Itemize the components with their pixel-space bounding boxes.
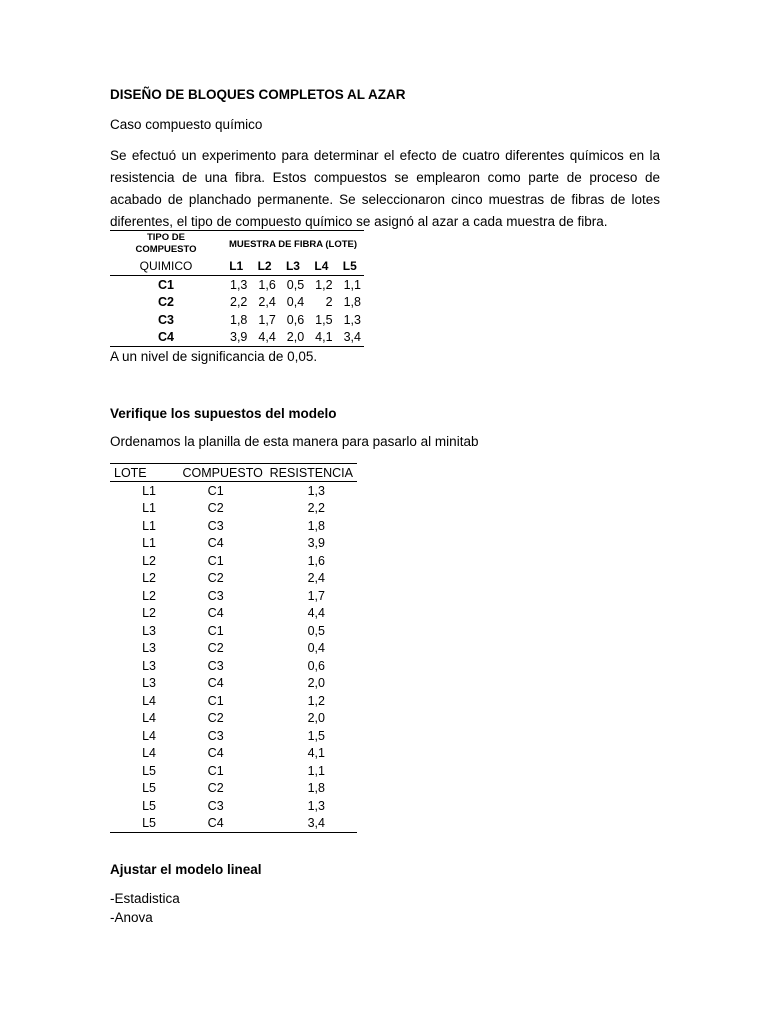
step-estadistica: -Estadistica	[110, 891, 180, 906]
table-cell: 1,8	[230, 312, 248, 327]
table-cell: C3	[207, 658, 224, 673]
table-row	[110, 535, 357, 553]
table-cell: 1,3	[343, 312, 361, 327]
table-row	[110, 675, 357, 693]
table-cell: 2,0	[307, 676, 325, 691]
table-row	[110, 500, 357, 518]
table-cell: 1,3	[307, 483, 325, 498]
table-cell: 1,5	[315, 312, 333, 327]
table-cell: 2,4	[307, 571, 325, 586]
table-cell: 1,3	[307, 798, 325, 813]
table-cell: L2	[142, 553, 156, 568]
table1-body	[110, 276, 364, 347]
table-cell: 3,4	[265, 815, 357, 833]
table-row	[110, 780, 357, 798]
col-resistencia: RESISTENCIA	[265, 464, 357, 482]
table-row	[110, 329, 364, 347]
table-cell: L5	[110, 815, 158, 833]
table-cell: C4	[207, 746, 224, 761]
table-cell: C3	[207, 588, 224, 603]
table-cell: L3	[142, 676, 156, 691]
table-cell: L5	[142, 781, 156, 796]
table-cell: L2	[142, 606, 156, 621]
table-row	[110, 727, 357, 745]
table-cell: L1	[142, 518, 156, 533]
table-cell: L2	[142, 571, 156, 586]
table-cell: 1,1	[307, 763, 325, 778]
table-cell: 4,1	[307, 746, 325, 761]
table-row	[110, 605, 357, 623]
table-cell: 2,2	[230, 295, 248, 310]
table-cell: C1	[207, 763, 224, 778]
table-cell: 2,0	[307, 711, 325, 726]
table-cell: C2	[207, 641, 224, 656]
table-row	[110, 482, 357, 500]
table-cell: L2	[142, 588, 156, 603]
table-cell: 1,8	[343, 295, 361, 310]
compound-by-lot-table	[110, 230, 364, 347]
problem-paragraph: Se efectuó un experimento para determinar el efecto de cuatro diferentes químicos en la resistencia de una fibra. Estos compuestos se emplearon como parte de proceso de acabado de planchado permanente. Se seleccionaron cinco muestras de fibras de lotes diferentes, el tipo de compuesto químico se asignó al azar a cada muestra de fibra.	[110, 148, 660, 229]
table-cell: C4	[207, 676, 224, 691]
col-l2: L2	[250, 257, 278, 276]
table-cell: 2,4	[258, 295, 276, 310]
table-cell: L3	[142, 623, 156, 638]
table-cell: 1,2	[315, 277, 333, 292]
step-anova: -Anova	[110, 910, 153, 925]
row-label: C1	[158, 277, 174, 292]
table-cell: 3,9	[307, 536, 325, 551]
table-cell: L4	[142, 693, 156, 708]
col-compuesto: COMPUESTO	[158, 464, 265, 482]
case-subtitle: Caso compuesto químico	[110, 117, 263, 132]
table-row	[110, 710, 357, 728]
table-cell: L5	[142, 798, 156, 813]
header-line-2: COMPUESTO	[135, 244, 197, 255]
header-line-1: TIPO DE	[146, 232, 185, 243]
verify-heading: Verifique los supuestos del modelo	[110, 406, 337, 421]
table-cell: 1,7	[258, 312, 276, 327]
table-cell: L1	[142, 536, 156, 551]
table-cell: C1	[207, 623, 224, 638]
stacked-data-table	[110, 463, 357, 833]
table-cell: C4	[158, 815, 265, 833]
table-cell: C1	[207, 693, 224, 708]
table-cell: 4,4	[250, 329, 278, 347]
table-row	[110, 797, 357, 815]
table-cell: 3,9	[222, 329, 250, 347]
table-cell: L4	[142, 711, 156, 726]
table-cell: L4	[142, 728, 156, 743]
col-l1: L1	[222, 257, 250, 276]
table-cell: C2	[207, 501, 224, 516]
table-cell: 4,1	[307, 329, 335, 347]
table-cell: L3	[142, 641, 156, 656]
table-cell: C4	[207, 536, 224, 551]
table-cell: C2	[207, 781, 224, 796]
table-cell: C3	[207, 728, 224, 743]
table-cell: 1,2	[307, 693, 325, 708]
table-cell: 1,5	[307, 728, 325, 743]
table-cell: 1,3	[230, 277, 248, 292]
table-cell: 0,5	[286, 277, 305, 292]
table-cell: 4,4	[307, 606, 325, 621]
col-l3: L3	[279, 257, 307, 276]
table-cell: 1,6	[307, 553, 325, 568]
table-row	[110, 745, 357, 763]
table-cell: 0,4	[307, 641, 325, 656]
table-cell: C2	[207, 711, 224, 726]
table-cell: 3,4	[336, 329, 364, 347]
document-title: DISEÑO DE BLOQUES COMPLETOS AL AZAR	[110, 87, 406, 102]
col-l5: L5	[336, 257, 364, 276]
table-cell: 2,2	[307, 501, 325, 516]
compound-type-header	[110, 231, 222, 258]
table-row	[110, 570, 357, 588]
table-cell: 1,8	[307, 781, 325, 796]
table-cell: 1,1	[343, 277, 361, 292]
row-label: C3	[158, 312, 174, 327]
table-cell: C3	[207, 798, 224, 813]
table-row	[110, 692, 357, 710]
table-row	[110, 815, 357, 833]
table-cell: C1	[207, 483, 224, 498]
table-cell: 0,4	[286, 295, 305, 310]
table-cell: L4	[142, 746, 156, 761]
table-cell: C2	[207, 571, 224, 586]
row-label: C2	[158, 295, 174, 310]
table-cell: C3	[207, 518, 224, 533]
col-lote: LOTE	[110, 464, 158, 482]
adjust-heading: Ajustar el modelo lineal	[110, 862, 262, 877]
table-row	[110, 622, 357, 640]
table-cell: 1,6	[258, 277, 276, 292]
table2-body	[110, 482, 357, 833]
table-row	[110, 294, 364, 312]
table-row	[110, 657, 357, 675]
order-text: Ordenamos la planilla de esta manera para pasarlo al minitab	[110, 434, 479, 449]
table-cell: 0,5	[307, 623, 325, 638]
fiber-sample-group-header: MUESTRA DE FIBRA (LOTE)	[222, 231, 364, 258]
table-cell: 0,6	[286, 312, 305, 327]
table-row	[110, 276, 364, 294]
table-cell: L5	[142, 763, 156, 778]
table-cell: L3	[142, 658, 156, 673]
table-cell: C1	[207, 553, 224, 568]
header-line-3: QUIMICO	[110, 257, 222, 276]
table-cell: 2,0	[279, 329, 307, 347]
table-cell: 0,6	[307, 658, 325, 673]
table-row	[110, 517, 357, 535]
table-row	[110, 640, 357, 658]
table-row	[110, 762, 357, 780]
row-label: C4	[110, 329, 222, 347]
col-l4: L4	[307, 257, 335, 276]
table-cell: 1,8	[307, 518, 325, 533]
table-cell: L1	[142, 483, 156, 498]
table-row	[110, 552, 357, 570]
significance-note: A un nivel de significancia de 0,05.	[110, 349, 318, 364]
table-cell: C4	[207, 606, 224, 621]
table-cell: 1,7	[307, 588, 325, 603]
table-row	[110, 587, 357, 605]
table-row	[110, 311, 364, 329]
table-cell: 2	[325, 295, 333, 310]
table-cell: L1	[142, 501, 156, 516]
